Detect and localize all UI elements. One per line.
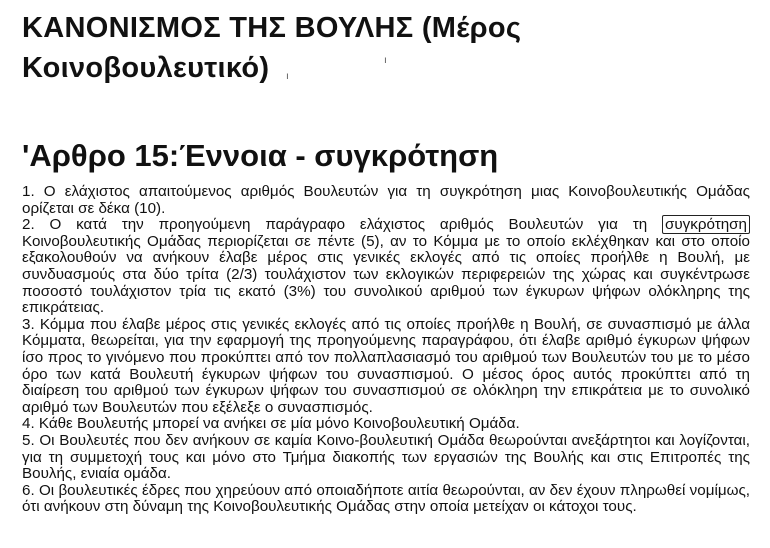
paragraph-3: 3. Κόμμα που έλαβε μέρος στις γενικές εκλογές από τις οποίες προήλθε η Βουλή, σε συνασπισμό με άλλα Κόμματα, θεωρείται, για την εφαρμογή της προηγούμενης παραγράφου, ότι έλαβε αριθμό έγκυρων ψήφων ίσο προς το γινόμενο που προκύπτει από τον πολλαπλασιασμό του αριθμού των Βουλευτών του με το μέσο όρο των κατά Βουλευτή έγκυρων ψήφων του συνασπισμού. Ο μέσος όρος αυτός προκύπτει από τη διαίρεση του αριθμού των έγκυρων ψήφων του συνασπισμού σε ολόκληρη την επικράτεια με το συνολικό αριθμό των Βουλευτών που εξέλεξε ο συνασπισμός. bbox=[22, 315, 750, 416]
circled-word: συγκρότηση bbox=[662, 215, 750, 234]
paragraph-2-text-after: Κοινοβουλευτικής Ομάδας περιορίζεται σε πέντε (5), αν το Κόμμα με το οποίο εκλέχθηκαν και στο οποίο εξακολουθούν να ανήκουν έλαβε μέρος στις γενικές εκλογές από τις οποίες προήλθε η Βουλή, με συνδυασμούς στα δύο τρίτα (2/3) τουλάχιστον των εκλογικών περιφερειών της χώρας και συγκέντρωσε ποσοστό τουλάχιστον τρία τις εκατό (3%) του συνολικού αριθμού των έγκυρων ψήφων ολόκληρης της επικράτειας. bbox=[22, 232, 750, 317]
article-heading: 'Αρθρο 15:Έννοια - συγκρότηση bbox=[22, 138, 499, 173]
article-body bbox=[22, 184, 750, 516]
paragraph-6: 6. Οι βουλευτικές έδρες που χηρεύουν από οποιαδήποτε αιτία θεωρούνται, αν δεν έχουν πληρωθεί νομίμως, ότι ανήκουν στη δύναμη της Κοινοβουλευτικής Ομάδας στην οποία μετείχαν οι κάτοχοι τους. bbox=[22, 481, 750, 516]
paragraph-2 bbox=[22, 217, 750, 317]
paragraph-2-text-before: 2. Ο κατά την προηγούμενη παράγραφο ελάχιστος αριθμός Βουλευτών για τη bbox=[22, 216, 662, 234]
paragraph-5: 5. Οι Βουλευτές που δεν ανήκουν σε καμία Κοινο-βουλευτική Ομάδα θεωρούνται ανεξάρτητοι και λογίζονται, για τη συμμετοχή τους και μόνο στο Τμήμα διακοπής των εργασιών της Βουλής και στις Επιτροπές της Βουλής, ενιαία ομάδα. bbox=[22, 431, 750, 483]
scan-artifact-mark: ı bbox=[384, 55, 387, 66]
paragraph-1: 1. Ο ελάχιστος απαιτούμενος αριθμός Βουλευτών για τη συγκρότηση μιας Κοινοβουλευτικής Ομάδας ορίζεται σε δέκα (10). bbox=[22, 183, 750, 217]
scan-artifact-mark: ı bbox=[286, 71, 289, 82]
document-title: ΚΑΝΟΝΙΣΜΟΣ ΤΗΣ ΒΟΥΛΗΣ (Μέρος Κοινοβουλευτικό) bbox=[22, 12, 522, 84]
paragraph-4: 4. Κάθε Βουλευτής μπορεί να ανήκει σε μία μόνο Κοινοβουλευτική Ομάδα. bbox=[22, 415, 520, 433]
